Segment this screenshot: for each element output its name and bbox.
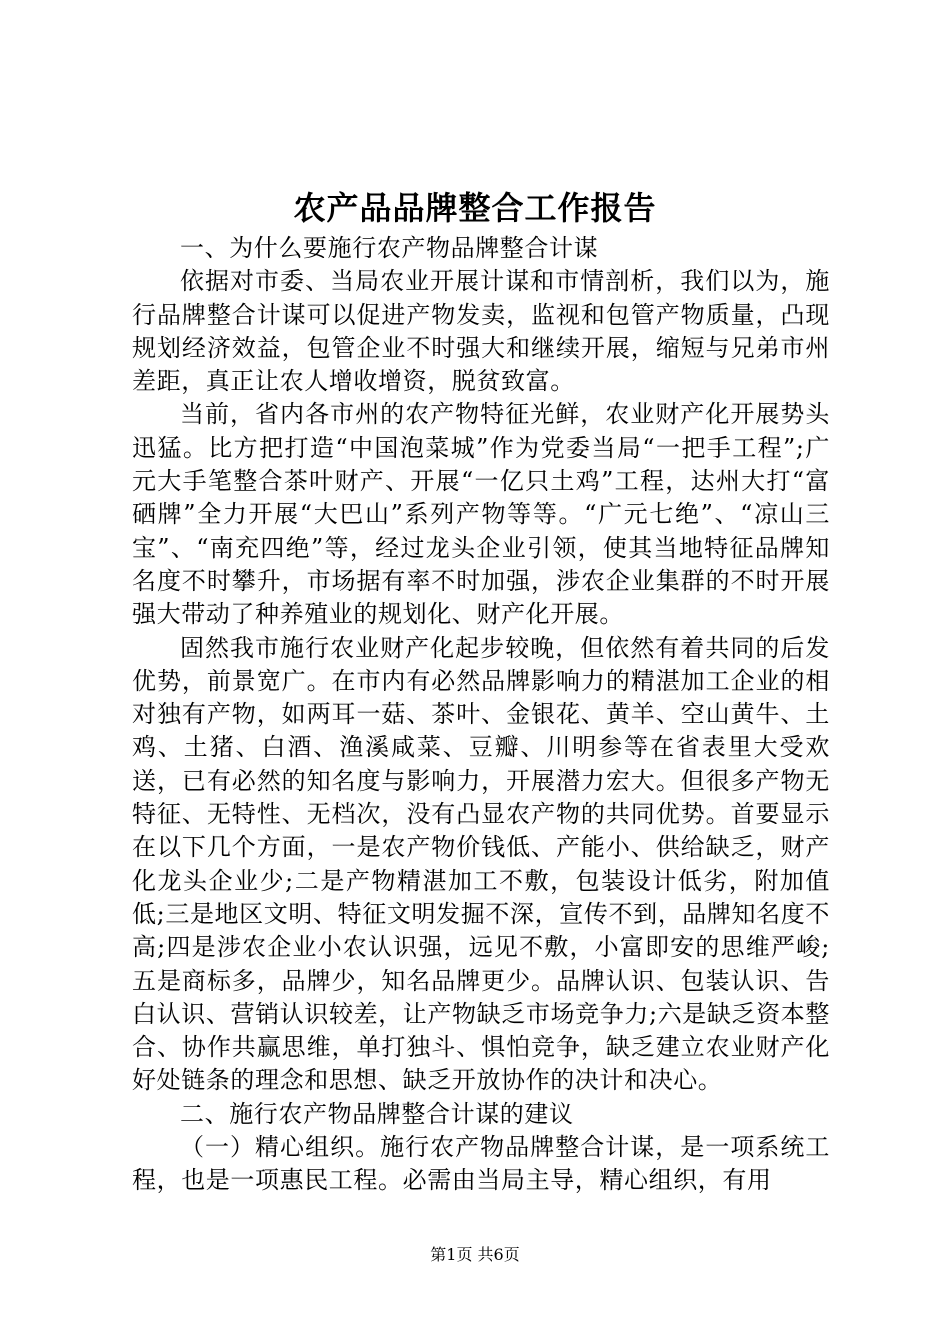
paragraph-1: 依据对市委、当局农业开展计谋和市情剖析，我们以为，施行品牌整合计谋可以促进产物发卖，监视和包管产物质量，凸现规划经济效益，包管企业不时强大和继续开展，缩短与兄弟市州差距，真正让农人增收增资，脱贫致富。	[132, 267, 830, 396]
section-heading-2: 二、施行农产物品牌整合计谋的建议	[180, 1099, 574, 1128]
document-body	[132, 232, 830, 1198]
paragraph-3: 固然我市施行农业财产化起步较晚，但依然有着共同的后发优势，前景宽广。在市内有必然品牌影响力的精湛加工企业的相对独有产物，如两耳一菇、茶叶、金银花、黄羊、空山黄牛、土鸡、土猪、白酒、渔溪咸菜、豆瓣、川明参等在省表里大受欢送，已有必然的知名度与影响力，开展潜力宏大。但很多产物无特征、无特性、无档次，没有凸显农产物的共同优势。首要显示在以下几个方面，一是农产物价钱低、产能小、供给缺乏，财产化龙头企业少;二是产物精湛加工不敷，包装设计低劣，附加值低;三是地区文明、特征文明发掘不深，宣传不到，品牌知名度不高;四是涉农企业小农认识强，远见不敷，小富即安的思维严峻;五是商标多，品牌少，知名品牌更少。品牌认识、包装认识、告白认识、营销认识较差，让产物缺乏市场竞争力;六是缺乏资本整合、协作共赢思维，单打独斗、惧怕竞争，缺乏建立农业财产化好处链条的理念和思想、缺乏开放协作的决计和决心。	[132, 633, 830, 1095]
paragraph-4: （一）精心组织。施行农产物品牌整合计谋，是一项系统工程，也是一项惠民工程。必需由当局主导，精心组织，有用	[132, 1133, 830, 1195]
page-number-footer: 第1页 共6页	[430, 1245, 520, 1264]
section-heading-1: 一、为什么要施行农产物品牌整合计谋	[180, 234, 599, 262]
paragraph-2: 当前，省内各市州的农产物特征光鲜，农业财产化开展势头迅猛。比方把打造“中国泡菜城”作为党委当局“一把手工程”;广元大手笔整合茶叶财产、开展“一亿只土鸡”工程，达州大打“富硒牌”全力开展“大巴山”系列产物等等。“广元七绝”、“凉山三宝”、“南充四绝”等，经过龙头企业引领，使其当地特征品牌知名度不时攀升，市场据有率不时加强，涉农企业集群的不时开展强大带动了种养殖业的规划化、财产化开展。	[132, 400, 830, 629]
document-title: 农产品品牌整合工作报告	[293, 189, 657, 227]
